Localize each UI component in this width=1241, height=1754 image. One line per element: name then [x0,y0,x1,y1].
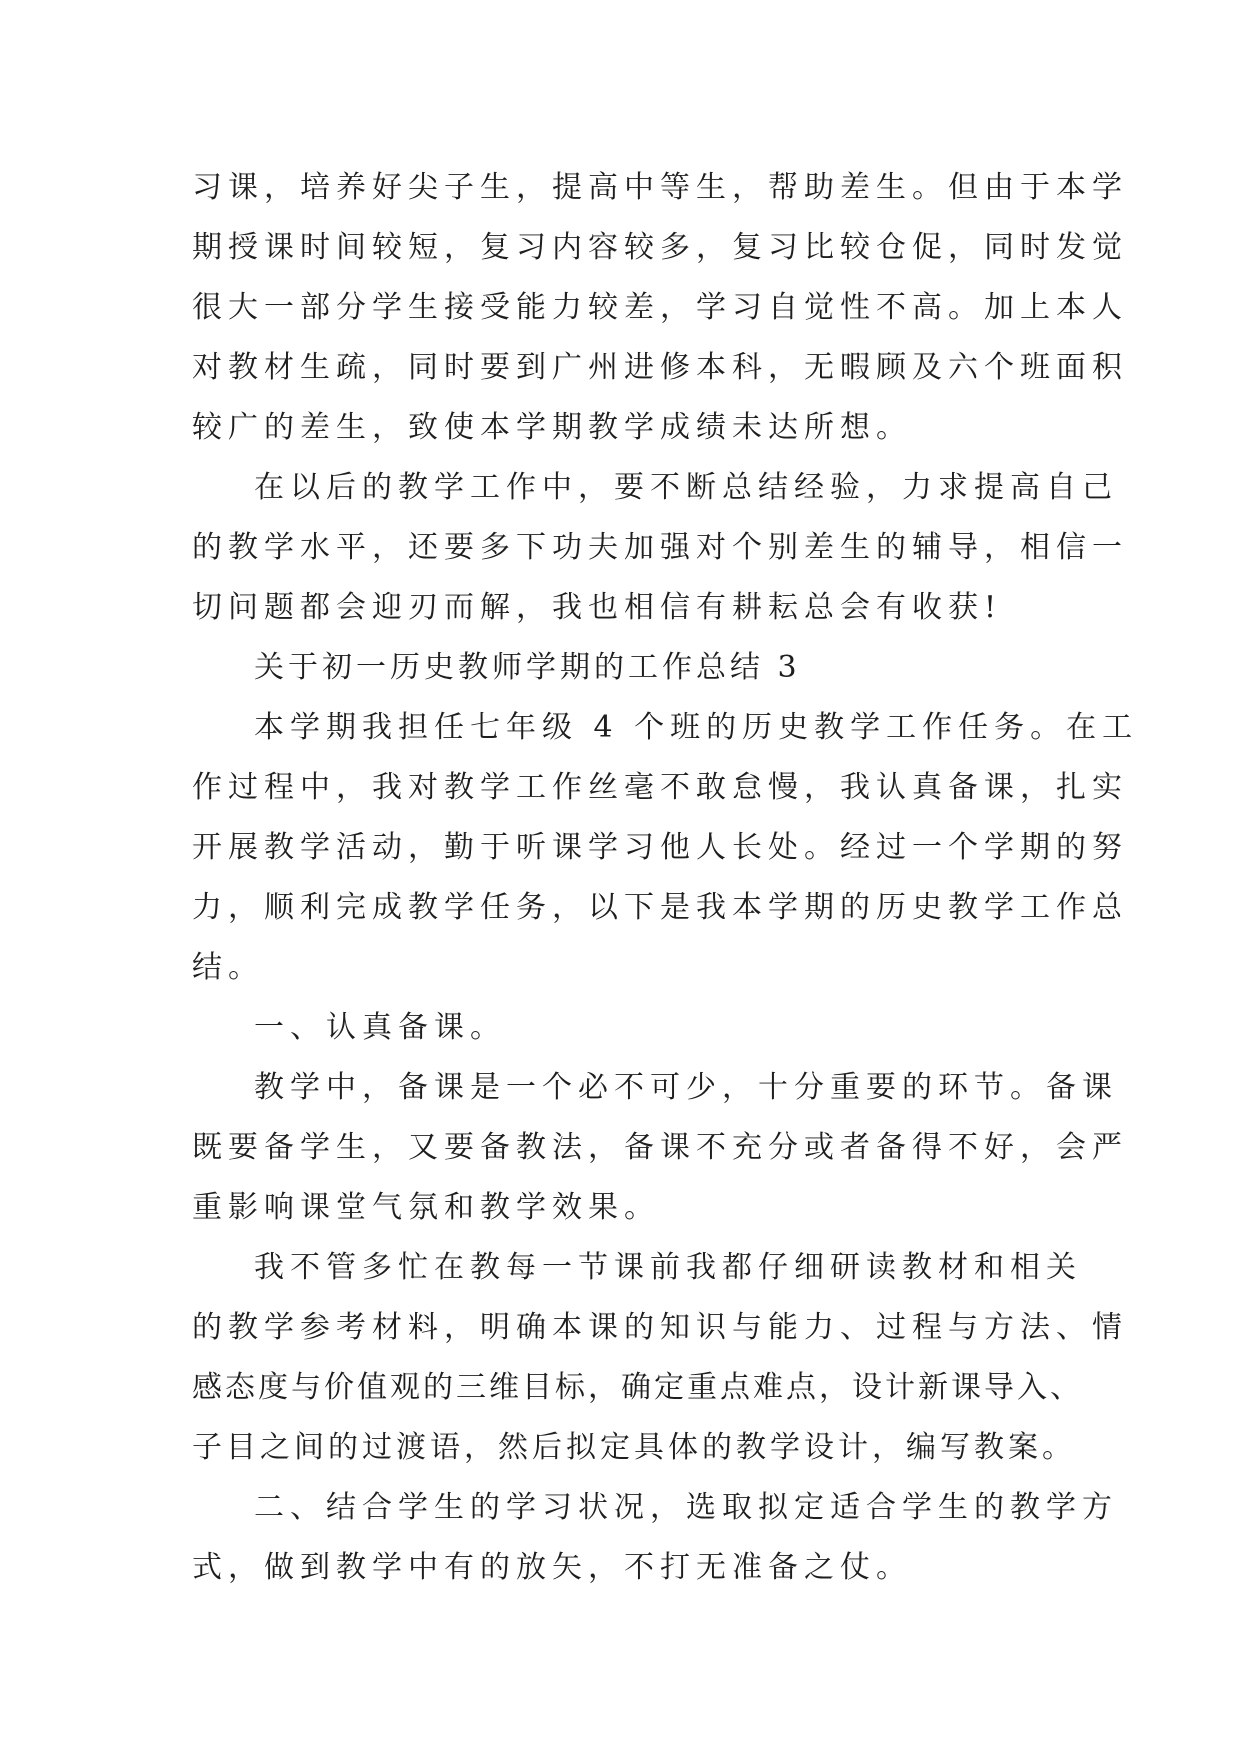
paragraph-line: 开展教学活动，勤于听课学习他人长处。经过一个学期的努 [192,830,1128,865]
paragraph-line: 切问题都会迎刃而解，我也相信有耕耘总会有收获! [192,590,1003,625]
paragraph-line: 力，顺利完成教学任务，以下是我本学期的历史教学工作总 [192,890,1128,925]
paragraph-line: 的教学参考材料，明确本课的知识与能力、过程与方法、情 [192,1310,1128,1345]
document-body [192,158,1139,1598]
paragraph-line: 教学中，备课是一个必不可少，十分重要的环节。备课 [254,1070,1118,1105]
paragraph-line: 重影响课堂气氛和教学效果。 [192,1190,660,1225]
paragraph-line: 很大一部分学生接受能力较差，学习自觉性不高。加上本人 [192,290,1128,325]
paragraph-line: 式，做到教学中有的放矢，不打无准备之仗。 [192,1550,912,1585]
paragraph-line: 较广的差生，致使本学期教学成绩未达所想。 [192,410,912,445]
section-heading: 二、结合学生的学习状况，选取拟定适合学生的教学方 [254,1490,1118,1525]
paragraph-line: 结。 [192,950,264,985]
section-heading: 一、认真备课。 [254,1010,506,1045]
paragraph-line: 感态度与价值观的三维目标，确定重点难点，设计新课导入、 [192,1370,1083,1405]
paragraph-line: 子目之间的过渡语，然后拟定具体的教学设计，编写教案。 [192,1430,1076,1465]
paragraph-line: 的教学水平，还要多下功夫加强对个别差生的辅导，相信一 [192,530,1128,565]
paragraph-line: 期授课时间较短，复习内容较多，复习比较仓促，同时发觉 [192,230,1128,265]
paragraph-line: 习课，培养好尖子生，提高中等生，帮助差生。但由于本学 [192,170,1128,205]
paragraph-line: 对教材生疏，同时要到广州进修本科，无暇顾及六个班面积 [192,350,1128,385]
paragraph-line: 我不管多忙在教每一节课前我都仔细研读教材和相关 [254,1250,1082,1285]
section-heading: 关于初一历史教师学期的工作总结 3 [254,650,801,685]
paragraph-line: 本学期我担任七年级 4 个班的历史教学工作任务。在工 [254,710,1139,745]
paragraph-line: 作过程中，我对教学工作丝毫不敢怠慢，我认真备课，扎实 [192,770,1128,805]
paragraph-line: 在以后的教学工作中，要不断总结经验，力求提高自己 [254,470,1118,505]
paragraph-line: 既要备学生，又要备教法，备课不充分或者备得不好，会严 [192,1130,1128,1165]
